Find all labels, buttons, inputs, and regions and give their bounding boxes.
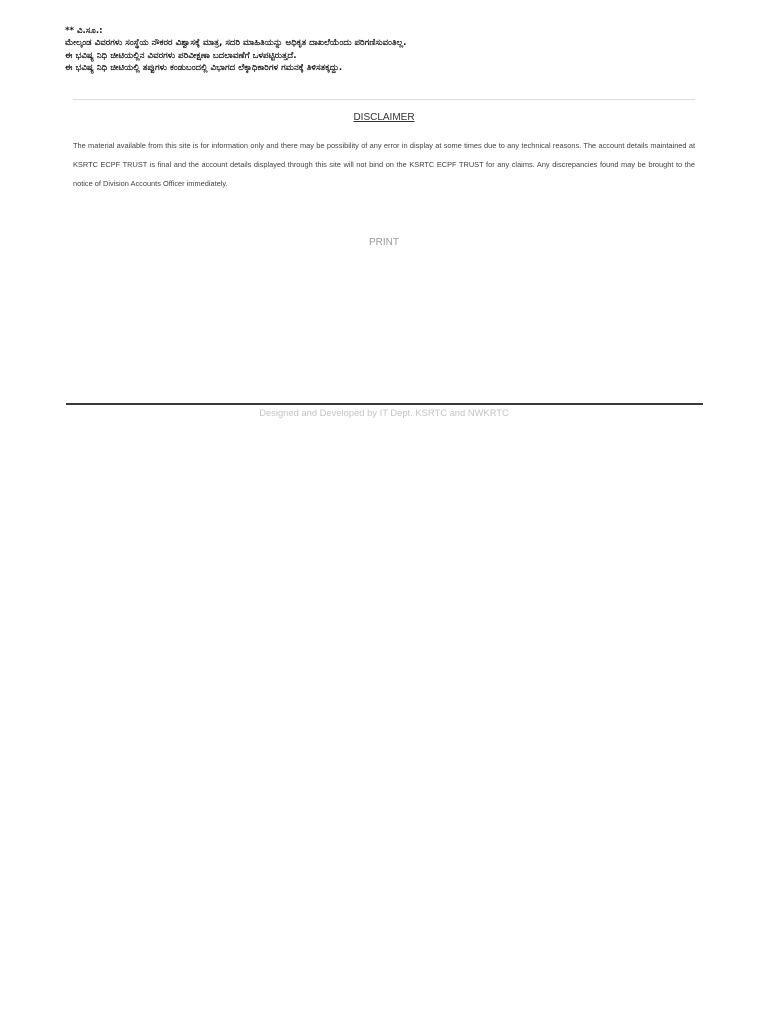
print-button[interactable]: PRINT — [354, 233, 414, 253]
note-heading: ** ವಿ.ಸೂ.: — [65, 26, 103, 36]
section-divider — [73, 99, 695, 100]
disclaimer-title: DISCLAIMER — [353, 112, 415, 123]
footer-divider — [66, 403, 703, 405]
kannada-note — [65, 25, 705, 75]
disclaimer-text: The material available from this site is for information only and there may be possibility of any error in display at some times due to any technical reasons. The account details maintained at KSRTC ECPF TRUST is final and the account details displayed through this site will not bind on the KSRTC ECPF TRUST for any claims. Any discrepancies found may be brought to the notice of Division Accounts Officer immediately. — [73, 141, 695, 188]
footer-credit: Designed and Developed by IT Dept. KSRTC and NWKRTC — [259, 407, 509, 418]
note-line-3: ಈ ಭವಿಷ್ಯ ನಿಧಿ ಚೀಟಿಯಲ್ಲಿ ತಪ್ಪುಗಳು ಕಂಡುಬಂದಲ್ಲಿ ವಿಭಾಗದ ಲೆಕ್ಕಾಧಿಕಾರಿಗಳ ಗಮನಕ್ಕೆ ತಿಳಿಸತಕ್ಕದ್ದು. — [65, 63, 343, 74]
note-line-2: ಈ ಭವಿಷ್ಯ ನಿಧಿ ಚೀಟಿಯಲ್ಲಿನ ವಿವರಗಳು ಪರಿವೀಕ್ಷಣಾ ಬದಲಾವಣೆಗೆ ಒಳಪಟ್ಟಿರುತ್ತದೆ. — [65, 50, 297, 61]
note-line-1: ಮೇಲ್ಕಂಡ ವಿವರಗಳು ಸಂಸ್ಥೆಯ ನೌಕರರ ವಿಶ್ವಾಸಕ್ಕೆ ಮಾತ್ರ, ಸದರಿ ಮಾಹಿತಿಯನ್ನು ಅಧಿಕೃತ ದಾಖಲೆಯೆಂದು ಪರಿಗಣಿಸುವಂತಿಲ್ಲ. — [65, 38, 407, 49]
